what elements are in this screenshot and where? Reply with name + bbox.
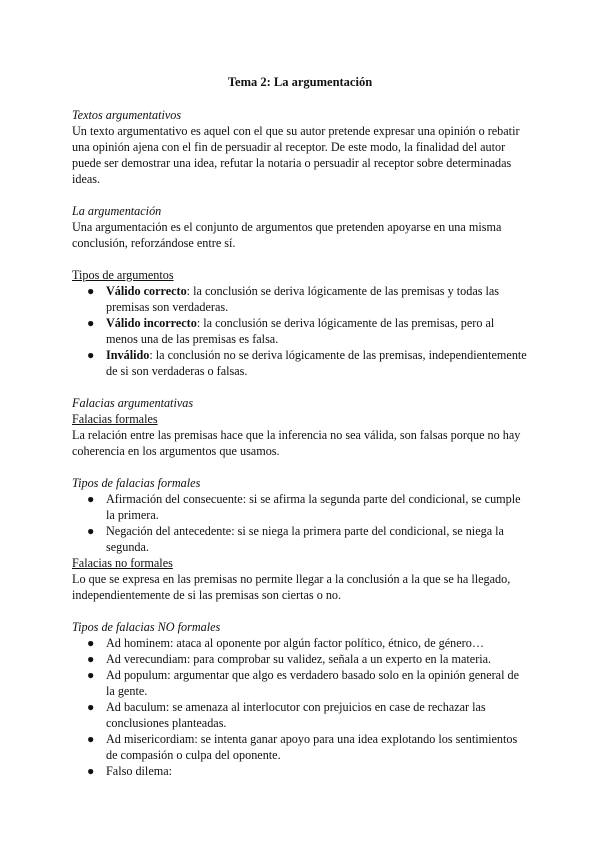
bullet-icon: ● bbox=[87, 668, 95, 682]
list-item bbox=[87, 731, 528, 763]
bullet-icon: ● bbox=[87, 636, 95, 650]
list-item bbox=[87, 491, 528, 523]
spacer bbox=[72, 251, 528, 267]
list-item-text: : la conclusión se deriva lógicamente de las premisas, pero al menos una de las premisas es falsa. bbox=[106, 316, 495, 346]
list-item-text: Ad hominem: ataca al oponente por algún factor político, étnico, de género… bbox=[106, 636, 485, 650]
list-item-text: Negación del antecedente: si se niega la primera parte del condicional, se niega la segunda. bbox=[106, 524, 504, 554]
section-heading-textos: Textos argumentativos bbox=[72, 108, 182, 122]
subsection-heading-falacias-no-formales: Falacias no formales bbox=[72, 556, 173, 570]
subsection-heading-tipos-formales: Tipos de falacias formales bbox=[72, 476, 201, 490]
list-item-text: Ad baculum: se amenaza al interlocutor con prejuicios en case de rechazar las conclusiones planteadas. bbox=[106, 700, 486, 730]
list-item-text: : la conclusión se deriva lógicamente de las premisas y todas las premisas son verdaderas. bbox=[106, 284, 500, 314]
paragraph-argumentacion: Una argumentación es el conjunto de argumentos que pretenden apoyarse en una misma conclusión, reforzándose entre sí. bbox=[72, 220, 502, 250]
list-item-term: Válido correcto bbox=[106, 284, 187, 298]
paragraph-falacias-no-formales: Lo que se expresa en las premisas no permite llegar a la conclusión a la que se ha llegado, independientemente de si las premisas son ciertas o no. bbox=[72, 572, 511, 602]
list-tipos-argumentos bbox=[72, 283, 528, 379]
subsection-heading-falacias-formales: Falacias formales bbox=[72, 412, 158, 426]
list-item-text: Ad populum: argumentar que algo es verdadero basado solo en la opinión general de la gente. bbox=[106, 668, 520, 698]
list-item bbox=[87, 635, 528, 651]
list-item-text: Falso dilema: bbox=[106, 764, 173, 778]
bullet-icon: ● bbox=[87, 348, 95, 362]
list-item bbox=[87, 667, 528, 699]
bullet-icon: ● bbox=[87, 652, 95, 666]
section-heading-falacias: Falacias argumentativas bbox=[72, 396, 194, 410]
subsection-heading-tipos-no-formales: Tipos de falacias NO formales bbox=[72, 620, 221, 634]
list-tipos-no-formales bbox=[72, 635, 528, 779]
bullet-icon: ● bbox=[87, 284, 95, 298]
spacer bbox=[72, 379, 528, 395]
paragraph-falacias-formales: La relación entre las premisas hace que la inferencia no sea válida, son falsas porque no hay coherencia en los argumentos que usamos. bbox=[72, 428, 521, 458]
bullet-icon: ● bbox=[87, 764, 95, 778]
bullet-icon: ● bbox=[87, 700, 95, 714]
paragraph-textos: Un texto argumentativo es aquel con el que su autor pretende expresar una opinión o rebatir una opinión ajena con el fin de persuadir al receptor. De este modo, la finalidad del autor puede ser demostrar una idea, refutar la notaria o persuadir al receptor sobre determinadas ideas. bbox=[72, 124, 520, 186]
list-item-text: Ad misericordiam: se intenta ganar apoyo para una idea explotando los sentimientos de compasión o culpa del oponente. bbox=[106, 732, 518, 762]
bullet-icon: ● bbox=[87, 524, 95, 538]
list-item bbox=[87, 347, 528, 379]
list-item bbox=[87, 763, 528, 779]
list-item-text: Ad verecundiam: para comprobar su validez, señala a un experto en la materia. bbox=[106, 652, 492, 666]
page-title: Tema 2: La argumentación bbox=[227, 75, 373, 89]
list-item bbox=[87, 283, 528, 315]
section-heading-argumentacion: La argumentación bbox=[72, 204, 162, 218]
list-item-term: Válido incorrecto bbox=[106, 316, 197, 330]
list-item bbox=[87, 699, 528, 731]
bullet-icon: ● bbox=[87, 316, 95, 330]
bullet-icon: ● bbox=[87, 492, 95, 506]
list-tipos-formales bbox=[72, 491, 528, 555]
spacer bbox=[72, 603, 528, 619]
list-item-text: : la conclusión no se deriva lógicamente de las premisas, independientemente de si son verdaderas o falsas. bbox=[106, 348, 527, 378]
spacer bbox=[72, 187, 528, 203]
list-item bbox=[87, 651, 528, 667]
list-item-text: Afirmación del consecuente: si se afirma la segunda parte del condicional, se cumple la primera. bbox=[106, 492, 521, 522]
spacer bbox=[72, 459, 528, 475]
section-heading-tipos-argumentos: Tipos de argumentos bbox=[72, 268, 174, 282]
list-item-term: Inválido bbox=[106, 348, 150, 362]
list-item bbox=[87, 315, 528, 347]
list-item bbox=[87, 523, 528, 555]
bullet-icon: ● bbox=[87, 732, 95, 746]
